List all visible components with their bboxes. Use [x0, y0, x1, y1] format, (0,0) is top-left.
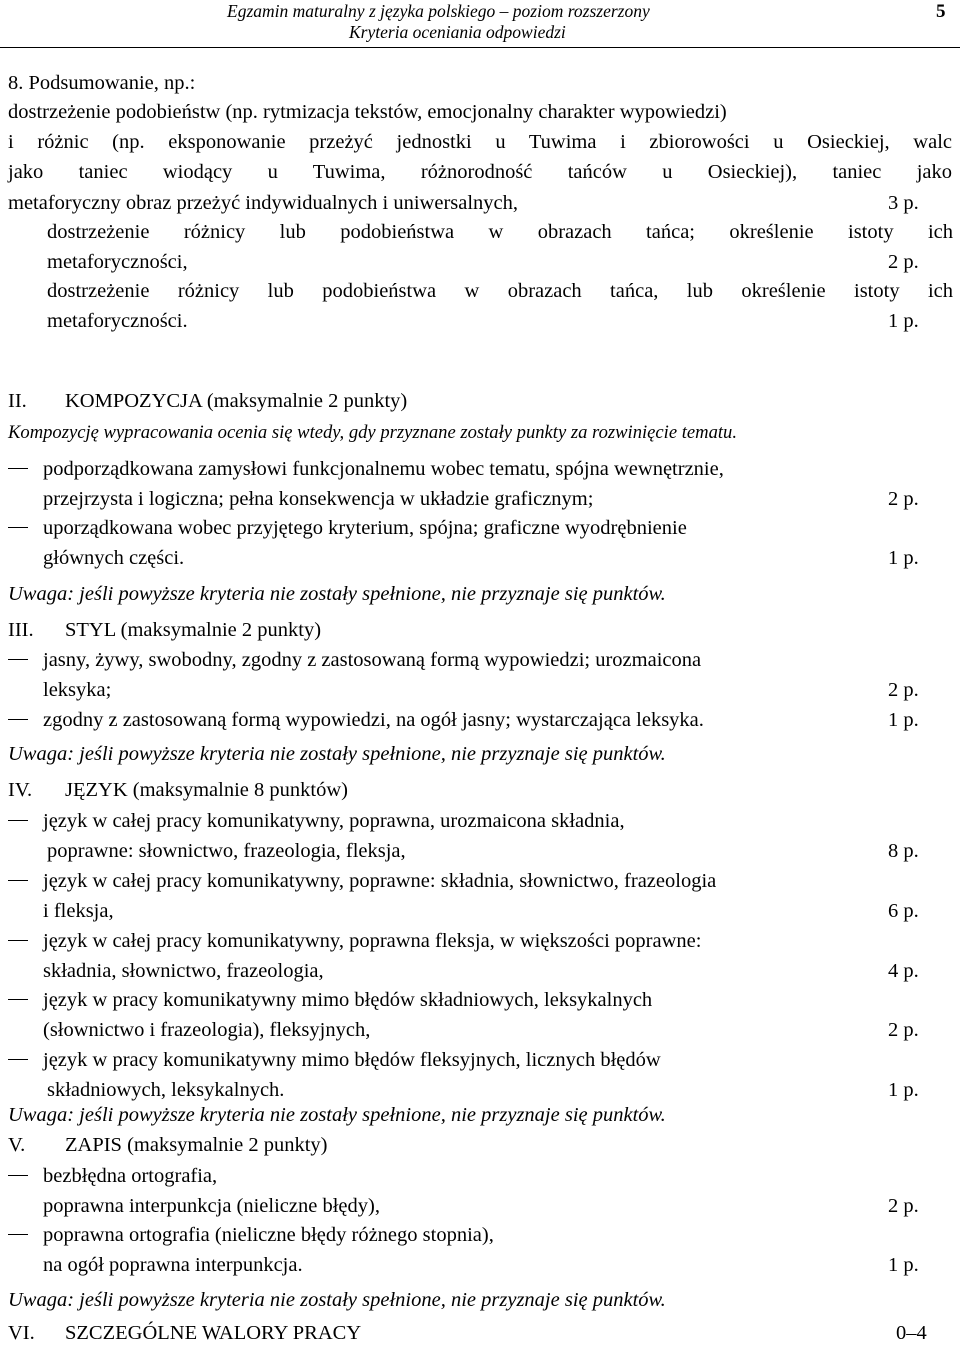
dash-bullet [8, 1059, 28, 1060]
criterion-line: leksyka; [43, 679, 112, 701]
section-title: SZCZEGÓLNE WALORY PRACY [65, 1322, 362, 1344]
dash-bullet [8, 940, 28, 941]
points: 2 p. [888, 488, 919, 510]
section-note: Uwaga: jeśli powyższe kryteria nie zostały spełnione, nie przyznaje się punktów. [8, 583, 666, 605]
section-title: STYL (maksymalnie 2 punkty) [65, 619, 322, 641]
section-note: Uwaga: jeśli powyższe kryteria nie zostały spełnione, nie przyznaje się punktów. [8, 1104, 666, 1126]
points: 0–4 [896, 1322, 927, 1344]
points: 1 p. [888, 709, 919, 731]
points: 8 p. [888, 840, 919, 862]
section8-line: metaforyczności, [47, 251, 188, 273]
criterion-line: głównych części. [43, 547, 185, 569]
criterion-line: na ogół poprawna interpunkcja. [43, 1254, 303, 1276]
exam-title: Egzamin maturalny z języka polskiego – poziom rozszerzony [227, 1, 650, 21]
section-title: KOMPOZYCJA (maksymalnie 2 punkty) [65, 390, 408, 412]
points: 2 p. [888, 1019, 919, 1041]
dash-bullet [8, 468, 28, 469]
header-subtitle: Kryteria oceniania odpowiedzi [349, 22, 566, 42]
criterion-line: uporządkowana wobec przyjętego kryterium, spójna; graficzne wyodrębnienie [43, 517, 687, 539]
section8-line: dostrzeżenie różnicy lub podobieństwa w obrazach tańca, lub określenie istoty ich [47, 280, 953, 302]
points: 1 p. [888, 1079, 919, 1101]
points: 3 p. [888, 192, 919, 214]
header-rule [0, 47, 960, 48]
criterion-line: bezbłędna ortografia, [43, 1165, 218, 1187]
criterion-line: składnia, słownictwo, frazeologia, [43, 960, 324, 982]
section-title: ZAPIS (maksymalnie 2 punkty) [65, 1134, 328, 1156]
section-number: IV. [8, 779, 33, 801]
points: 1 p. [888, 310, 919, 332]
criterion-line: (słownictwo i frazeologia), fleksyjnych, [43, 1019, 371, 1041]
section8-line: dostrzeżenie różnicy lub podobieństwa w obrazach tańca; określenie istoty ich [47, 221, 953, 243]
section-note: Uwaga: jeśli powyższe kryteria nie zostały spełnione, nie przyznaje się punktów. [8, 743, 666, 765]
criterion-line: poprawne: słownictwo, frazeologia, fleksja, [47, 840, 406, 862]
criterion-line: zgodny z zastosowaną formą wypowiedzi, na ogół jasny; wystarczająca leksyka. [43, 709, 704, 731]
criterion-line: składniowych, leksykalnych. [47, 1079, 285, 1101]
dash-bullet [8, 719, 28, 720]
section-title: JĘZYK (maksymalnie 8 punktów) [65, 779, 348, 801]
section-note: Uwaga: jeśli powyższe kryteria nie zostały spełnione, nie przyznaje się punktów. [8, 1289, 666, 1311]
points: 6 p. [888, 900, 919, 922]
section8-line: metaforyczności. [47, 310, 188, 332]
section-number: VI. [8, 1322, 35, 1344]
dash-bullet [8, 659, 28, 660]
points: 2 p. [888, 251, 919, 273]
dash-bullet [8, 820, 28, 821]
section-number: V. [8, 1134, 26, 1156]
criterion-line: język w całej pracy komunikatywny, poprawna fleksja, w większości poprawne: [43, 930, 702, 952]
section-number: II. [8, 390, 27, 412]
section8-heading: 8. Podsumowanie, np.: [8, 72, 196, 94]
points: 2 p. [888, 1195, 919, 1217]
points: 1 p. [888, 1254, 919, 1276]
criterion-line: podporządkowana zamysłowi funkcjonalnemu wobec tematu, spójna wewnętrznie, [43, 458, 724, 480]
criterion-line: i fleksja, [43, 900, 114, 922]
criterion-line: jasny, żywy, swobodny, zgodny z zastosowaną formą wypowiedzi; urozmaicona [43, 649, 702, 671]
section-intro: Kompozycję wypracowania ocenia się wtedy, gdy przyznane zostały punkty za rozwinięcie tematu. [8, 422, 737, 443]
points: 4 p. [888, 960, 919, 982]
criterion-line: język w pracy komunikatywny mimo błędów składniowych, leksykalnych [43, 989, 653, 1011]
dash-bullet [8, 1234, 28, 1235]
criterion-line: przejrzysta i logiczna; pełna konsekwencja w układzie graficznym; [43, 488, 594, 510]
section-number: III. [8, 619, 34, 641]
points: 2 p. [888, 679, 919, 701]
section8-line: i różnic (np. eksponowanie przeżyć jednostki u Tuwima i zbiorowości u Osieckiej, walc [8, 131, 952, 153]
criterion-line: język w całej pracy komunikatywny, poprawna, urozmaicona składnia, [43, 810, 625, 832]
criterion-line: język w pracy komunikatywny mimo błędów fleksyjnych, licznych błędów [43, 1049, 661, 1071]
criterion-line: język w całej pracy komunikatywny, poprawne: składnia, słownictwo, frazeologia [43, 870, 717, 892]
dash-bullet [8, 1175, 28, 1176]
section8-line: jako taniec wiodący u Tuwima, różnorodność tańców u Osieckiej), taniec jako [8, 161, 952, 183]
dash-bullet [8, 880, 28, 881]
section8-line: metaforyczny obraz przeżyć indywidualnych i uniwersalnych, [8, 192, 519, 214]
dash-bullet [8, 527, 28, 528]
criterion-line: poprawna interpunkcja (nieliczne błędy), [43, 1195, 380, 1217]
section8-line: dostrzeżenie podobieństw (np. rytmizacja tekstów, emocjonalny charakter wypowiedzi) [8, 101, 727, 123]
page-number: 5 [936, 1, 946, 22]
dash-bullet [8, 999, 28, 1000]
criterion-line: poprawna ortografia (nieliczne błędy różnego stopnia), [43, 1224, 494, 1246]
points: 1 p. [888, 547, 919, 569]
